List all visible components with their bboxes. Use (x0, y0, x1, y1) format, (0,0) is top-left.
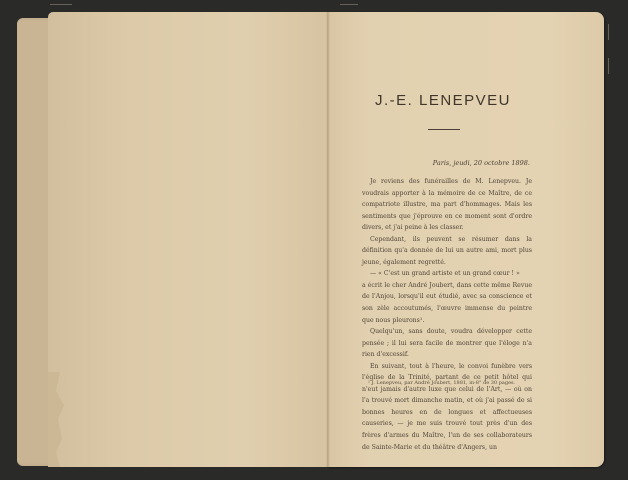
left-page (48, 12, 328, 467)
paragraph: Quelqu'un, sans doute, voudra développer cette pensée ; il lui sera facile de montrer que l'éloge n'a rien d'excessif. (362, 328, 532, 359)
paragraph: Cependant, ils peuvent se résumer dans la définition qu'a donnée de lui un autre ami, mort plus jeune, également regretté. (362, 235, 532, 266)
body-text (362, 176, 532, 453)
scan-mark (50, 4, 72, 5)
scan-mark (608, 24, 609, 40)
torn-page-edge (48, 372, 68, 467)
title-divider (428, 129, 460, 130)
page-title: J.-E. LENEPVEU (374, 92, 512, 109)
scan-mark (340, 4, 358, 5)
paragraph: — « C'est un grand artiste et un grand cœur ! » (370, 270, 520, 278)
paragraph: a écrit le cher André Joubert, dans cette même Revue de l'Anjou, lorsqu'il eut étudié, avec sa conscience et son zèle accoutumés, l'œuvre immense du peintre que nous pleurons¹. (362, 281, 532, 324)
dateline: Paris, jeudi, 20 octobre 1898. (432, 159, 530, 167)
scan-mark (608, 58, 609, 74)
book-gutter (326, 12, 330, 467)
paragraph: En suivant, tout à l'heure, le convoi funèbre vers l'église de la Trinité, partant de ce petit hôtel qui n'eut jamais d'autre luxe que celui de l'Art, — où on l'a trouvé mort dimanche matin, et où j'ai passé de si bonnes heures en de longues et affectueuses causeries, — je me suis trouvé tout près d'un des frères d'armes du Maître, l'un de ses collaborateurs de Sainte-Marie et du théâtre d'Angers, un (362, 362, 532, 451)
paragraph: Je reviens des funérailles de M. Lenepveu. Je voudrais apporter à la mémoire de ce Maître, de ce compatriote illustre, ma part d'hommages. Mais les sentiments que j'éprouve en ce moment sont d'ordre divers, et j'ai peine à les classer. (362, 178, 532, 232)
footnote: ¹ J. Lenepveu, par André Joubert, 1881, in-8° de 30 pages. (368, 380, 516, 386)
